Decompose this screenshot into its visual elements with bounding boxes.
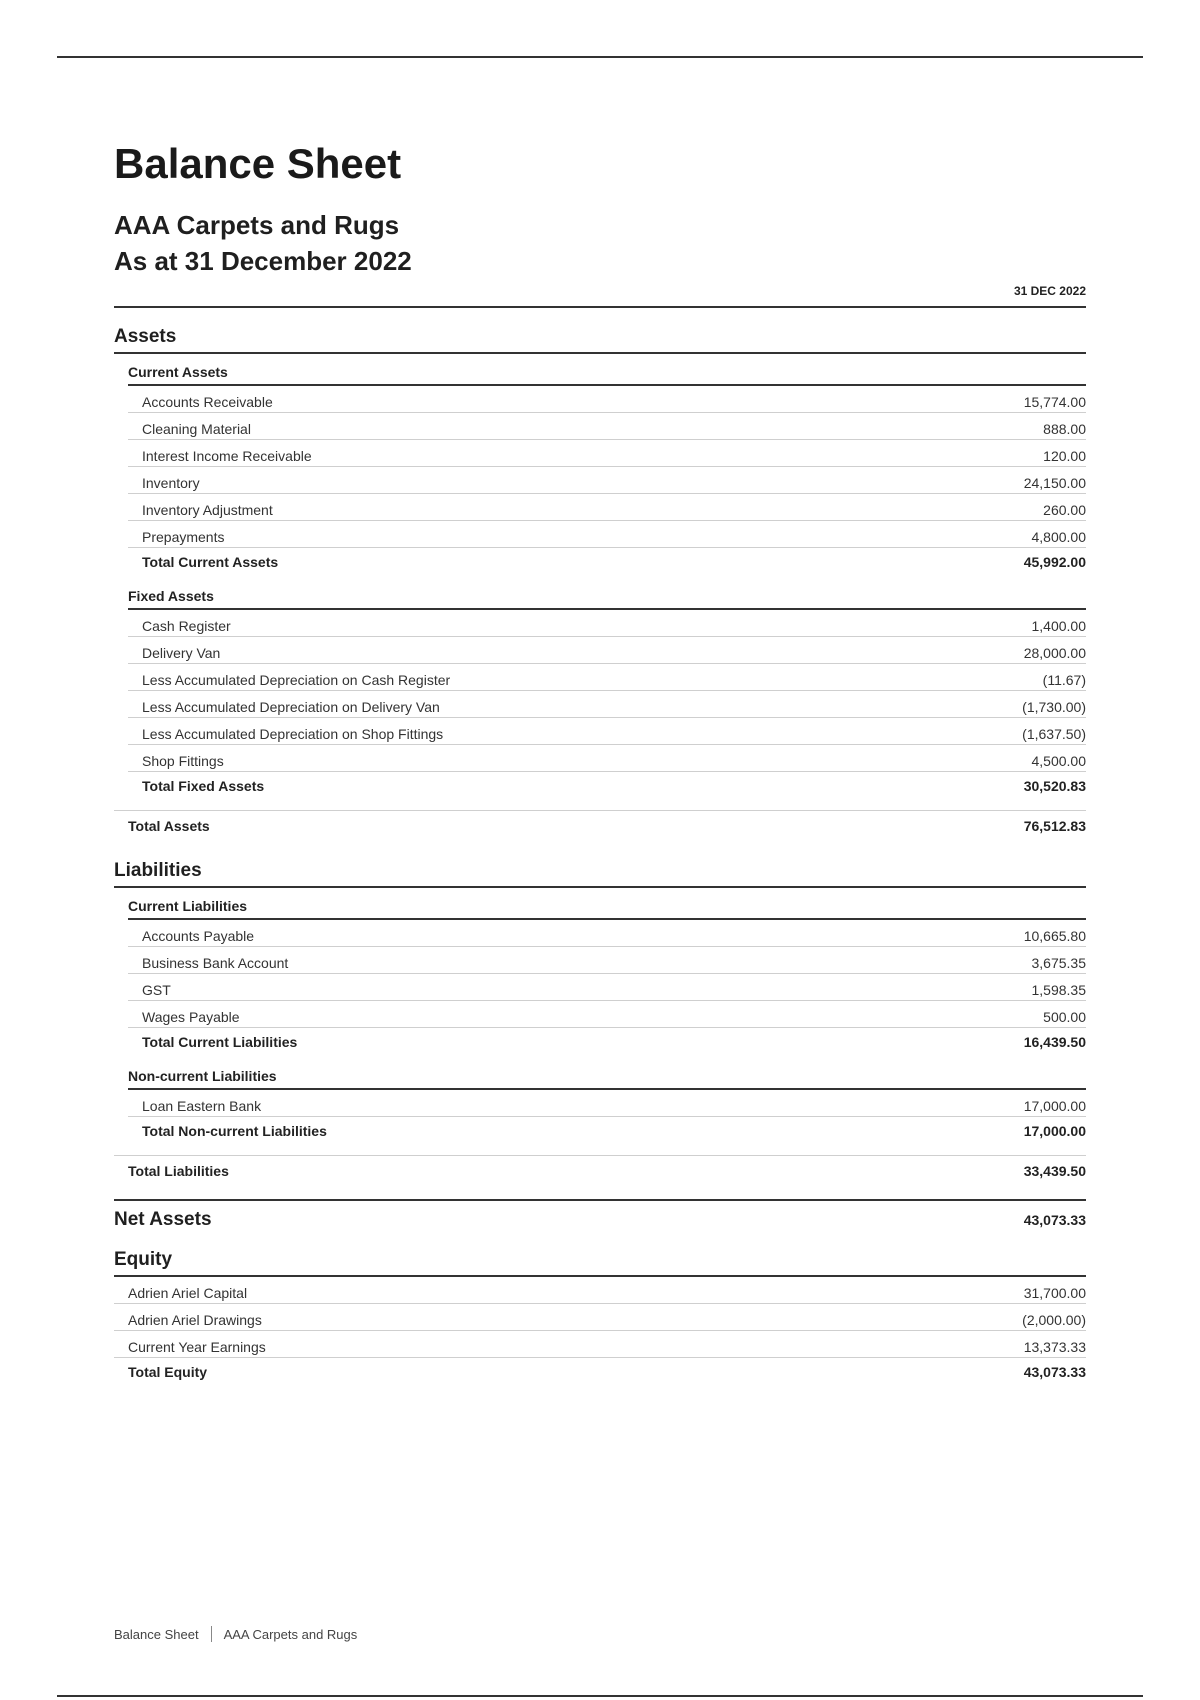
- table-row: Less Accumulated Depreciation on Cash Register (11.67): [128, 664, 1086, 691]
- table-row: Accounts Payable 10,665.80: [128, 920, 1086, 947]
- equity-heading: Equity: [114, 1241, 1086, 1277]
- liabilities-section: [114, 852, 1086, 1185]
- table-row: Wages Payable 500.00: [128, 1001, 1086, 1028]
- table-row: Cash Register 1,400.00: [128, 610, 1086, 637]
- net-assets-row: [114, 1199, 1086, 1241]
- total-noncurrent-liabilities-row: Total Non-current Liabilities 17,000.00: [142, 1123, 1086, 1139]
- page-top-rule: [57, 56, 1143, 58]
- page-footer: [114, 1626, 357, 1642]
- footer-organization: AAA Carpets and Rugs: [223, 1626, 358, 1642]
- current-liabilities-group: [114, 888, 1086, 1052]
- table-row: Accounts Receivable 15,774.00: [128, 386, 1086, 413]
- footer-separator: [211, 1626, 212, 1642]
- current-liabilities-heading: Current Liabilities: [128, 888, 1086, 920]
- table-row: Shop Fittings 4,500.00: [128, 745, 1086, 772]
- table-row: Business Bank Account 3,675.35: [128, 947, 1086, 974]
- page-title: Balance Sheet: [114, 140, 402, 187]
- fixed-assets-heading: Fixed Assets: [128, 572, 1086, 610]
- total-current-assets-row: Total Current Assets 45,992.00: [142, 554, 1086, 570]
- footer-title: Balance Sheet: [114, 1626, 199, 1642]
- net-assets-label: Net Assets: [114, 1209, 212, 1230]
- total-fixed-assets-row: Total Fixed Assets 30,520.83: [142, 778, 1086, 794]
- noncurrent-liabilities-heading: Non-current Liabilities: [128, 1052, 1086, 1090]
- header-rule: [114, 306, 1086, 308]
- liabilities-heading: Liabilities: [114, 852, 1086, 888]
- net-assets-amount: 43,073.33: [1023, 1212, 1086, 1228]
- balance-sheet-report: [114, 318, 1086, 1394]
- table-row: Adrien Ariel Capital 31,700.00: [114, 1277, 1086, 1304]
- fixed-assets-group: [114, 572, 1086, 796]
- table-row: Loan Eastern Bank 17,000.00: [128, 1090, 1086, 1117]
- total-assets-row: Total Assets 76,512.83: [114, 810, 1086, 840]
- report-period: As at 31 December 2022: [114, 246, 412, 276]
- assets-heading: Assets: [114, 318, 1086, 354]
- table-row: Inventory 24,150.00: [128, 467, 1086, 494]
- current-assets-heading: Current Assets: [128, 354, 1086, 386]
- table-row: Prepayments 4,800.00: [128, 521, 1086, 548]
- table-row: Less Accumulated Depreciation on Shop Fittings (1,637.50): [128, 718, 1086, 745]
- organization-name: AAA Carpets and Rugs: [114, 210, 400, 240]
- table-row: Inventory Adjustment 260.00: [128, 494, 1086, 521]
- table-row: Interest Income Receivable 120.00: [128, 440, 1086, 467]
- page-bottom-rule: [57, 1695, 1143, 1697]
- table-row: Cleaning Material 888.00: [128, 413, 1086, 440]
- total-equity-row: Total Equity 43,073.33: [128, 1364, 1086, 1380]
- table-row: Current Year Earnings 13,373.33: [114, 1331, 1086, 1358]
- table-row: Adrien Ariel Drawings (2,000.00): [114, 1304, 1086, 1331]
- total-current-liabilities-row: Total Current Liabilities 16,439.50: [142, 1034, 1086, 1050]
- table-row: Delivery Van 28,000.00: [128, 637, 1086, 664]
- current-assets-group: [114, 354, 1086, 572]
- total-liabilities-row: Total Liabilities 33,439.50: [114, 1155, 1086, 1185]
- assets-section: [114, 318, 1086, 840]
- column-header-date: 31 DEC 2022: [1013, 284, 1086, 298]
- noncurrent-liabilities-group: [114, 1052, 1086, 1141]
- table-row: GST 1,598.35: [128, 974, 1086, 1001]
- table-row: Less Accumulated Depreciation on Delivery Van (1,730.00): [128, 691, 1086, 718]
- equity-section: [114, 1241, 1086, 1382]
